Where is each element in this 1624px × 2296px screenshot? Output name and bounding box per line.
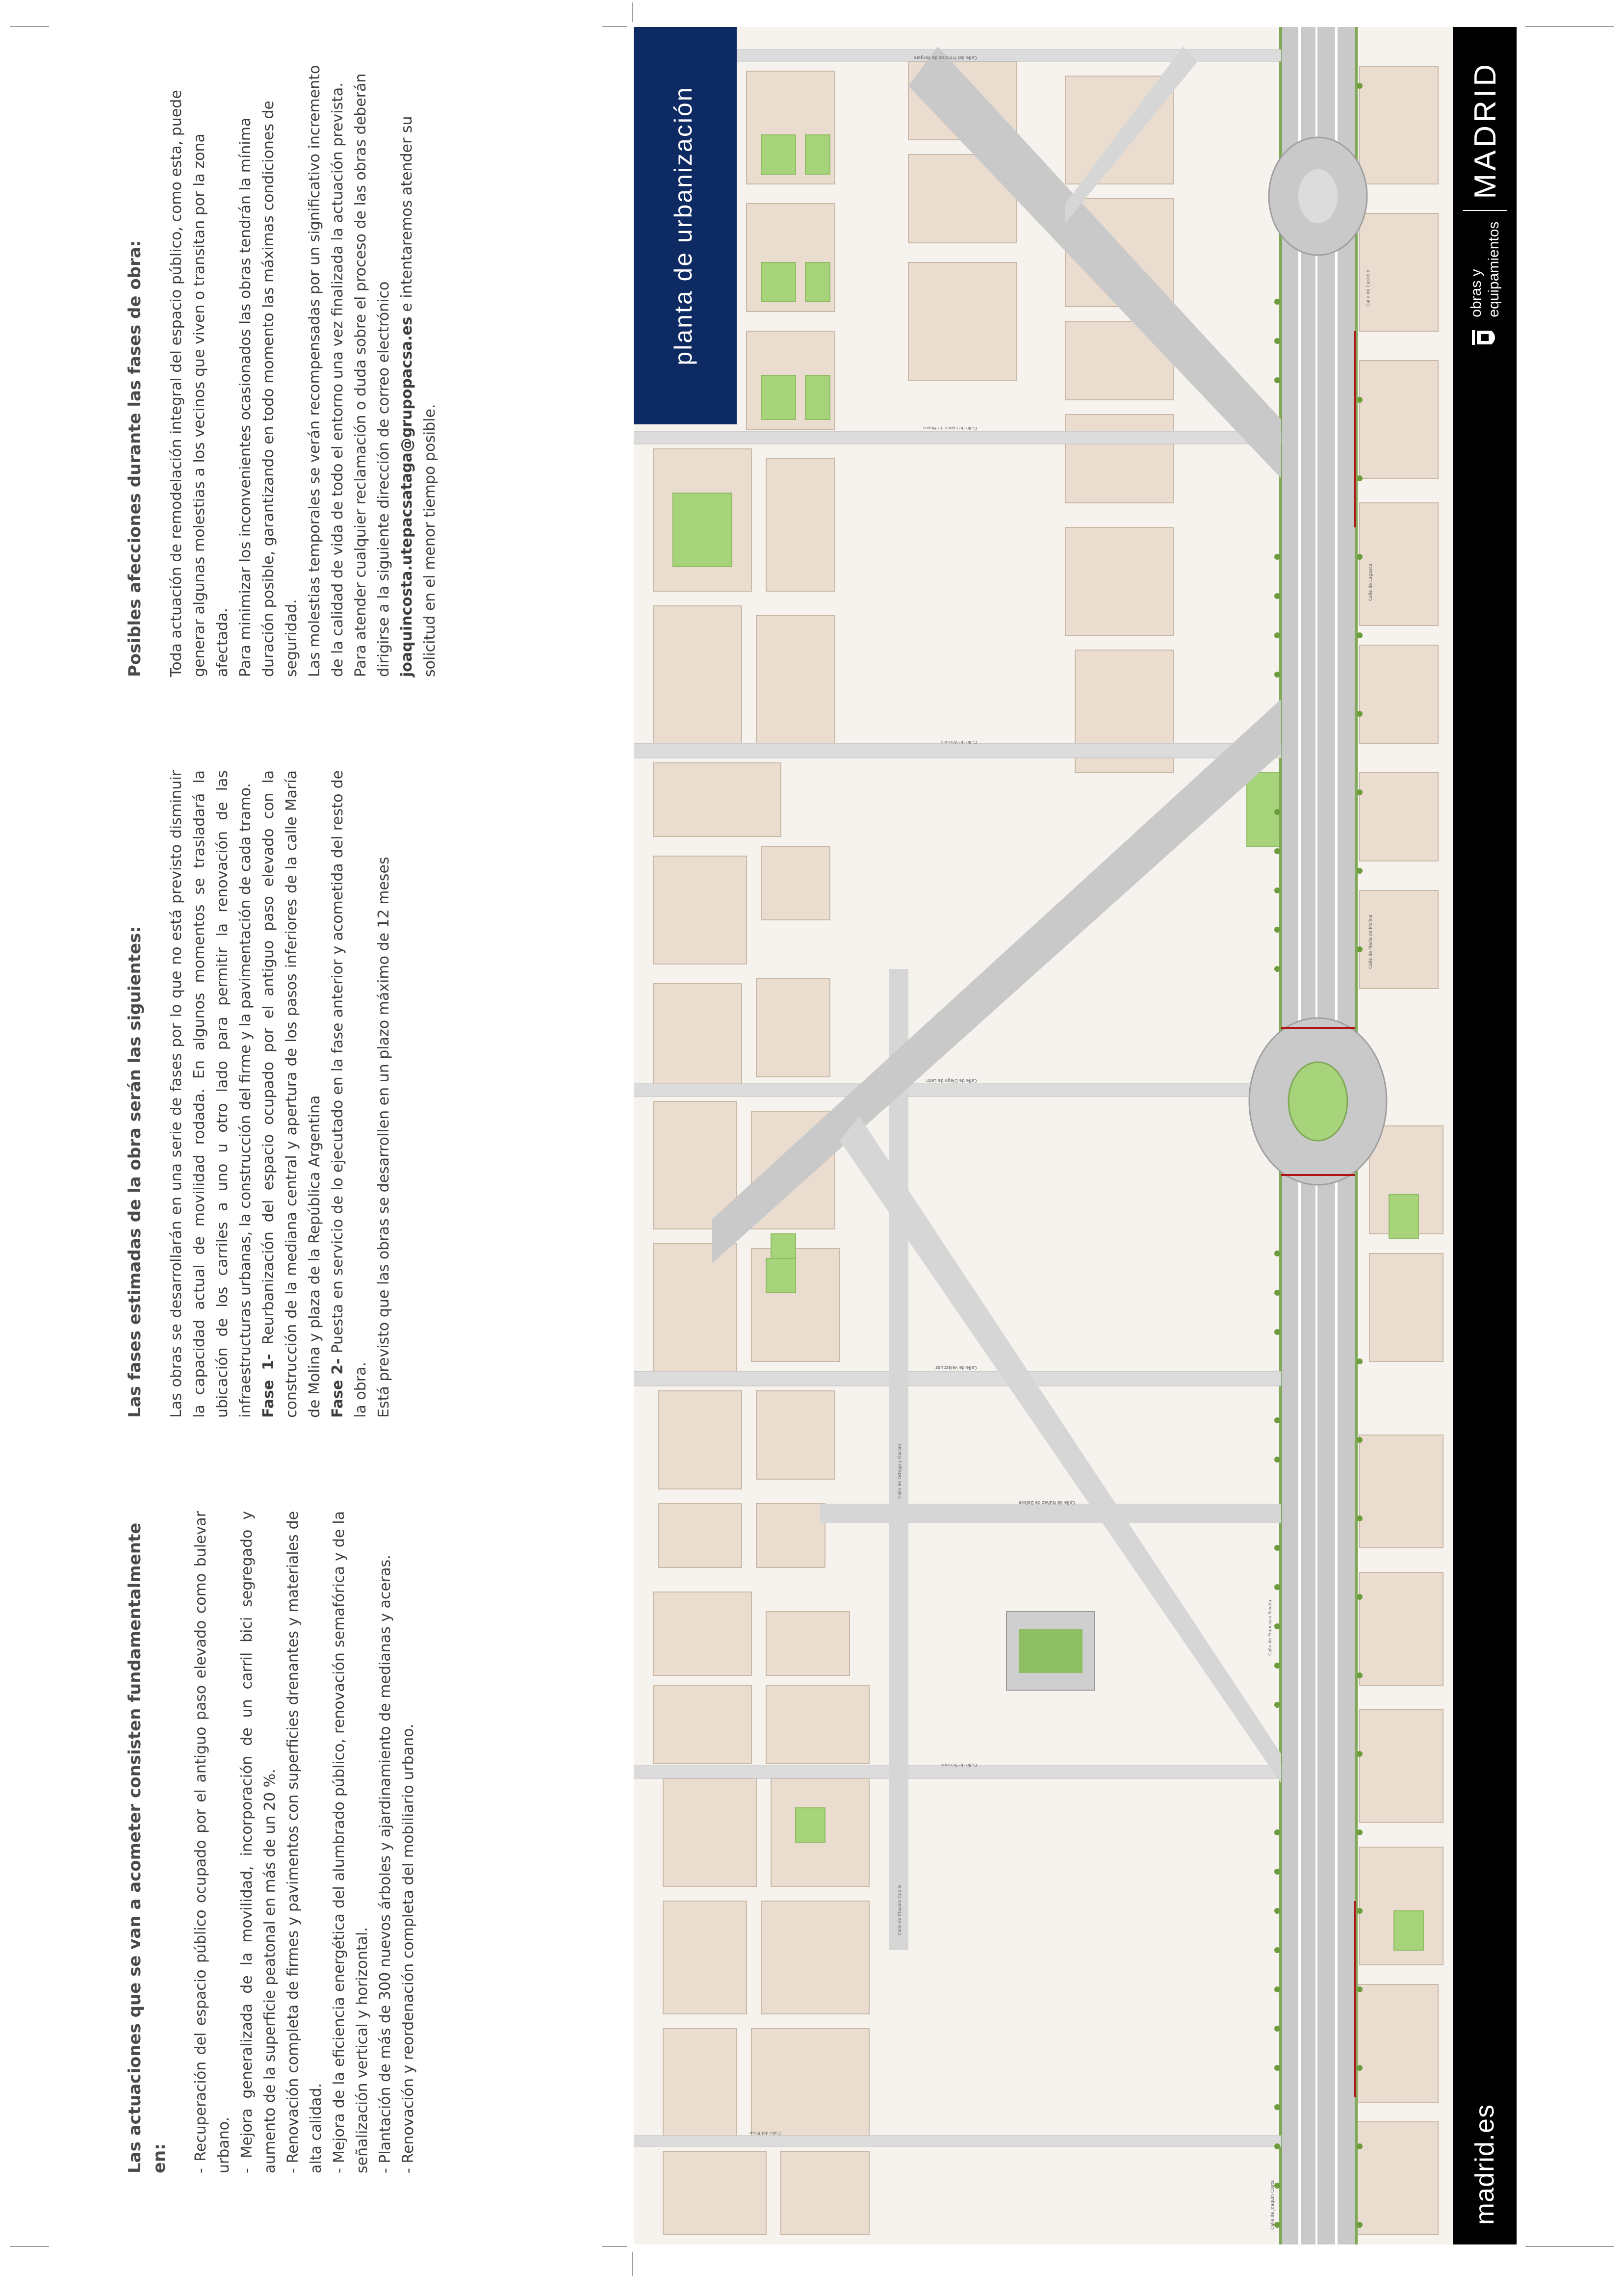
street-label: Calle de Ortega y Gasset xyxy=(898,1443,902,1499)
street-label: Calle del Príncipe de Vergara xyxy=(913,55,977,60)
street-label: Calle de Velázquez xyxy=(935,1365,977,1370)
fase-1-label: Fase 1- xyxy=(260,1354,277,1418)
street-label: Calle de Serrano xyxy=(940,1762,977,1767)
crop-mark xyxy=(10,26,49,27)
street-label: Calle de Joaquín Costa xyxy=(1270,2180,1275,2230)
map-title-tab xyxy=(634,27,737,424)
fase-1-paragraph xyxy=(257,770,326,1418)
madrid-logo xyxy=(1462,61,1509,347)
fase-2-label: Fase 2- xyxy=(329,1358,346,1418)
afecciones-paragraph-2: Para minimizar los inconvenientes ocasionados las obras tendrán la mínima duración posible, garantizando en todo momento las máximas condiciones de seguridad. xyxy=(237,100,300,677)
street-label: Calle de María de Molina xyxy=(1368,914,1373,969)
department-line-2: equipamientos xyxy=(1486,221,1502,317)
crop-mark xyxy=(602,26,627,27)
street-label: Calle de López de Hoyos xyxy=(923,425,977,430)
afecciones-paragraph-1: Toda actuación de remodelación integral del espacio público, como esta, puede generar algunas molestias a los vecinos que viven o transitan por la zona afectada. xyxy=(168,90,231,677)
fases-intro: Las obras se desarrollarán en una serie de fases por lo que no está previsto disminuir la capacidad actual de movilidad rodada. En algunos momentos se trasladará la ubicación de los carriles a uno u otro lado para permitir la renovación de las infraestructuras urbanas, la construcción del firme y la pavimentación de cada tramo. xyxy=(168,770,254,1418)
street-label: Calle de Núñez de Balboa xyxy=(1018,1500,1075,1505)
afecciones-section xyxy=(123,64,441,677)
fases-closing: Está previsto que las obras se desarrollen en un plazo máximo de 12 meses xyxy=(375,857,392,1418)
logo-separator xyxy=(1463,210,1507,211)
afecciones-paragraph-4 xyxy=(349,64,441,677)
crop-mark xyxy=(10,2246,49,2247)
department-label xyxy=(1468,222,1503,317)
madrid-crest-icon xyxy=(1470,328,1500,347)
urbanization-plan-map xyxy=(634,27,1453,2244)
street-label: Calle de Francisco Silvela xyxy=(1268,1600,1273,1656)
afecciones-paragraph-3: Las molestias temporales se verán recompensadas por un significativo incremento de la calidad de vida de todo el entorno una vez finalizada la actuación prevista. xyxy=(306,65,346,677)
contact-email[interactable]: joaquincosta.utepacsataga@grupopacsa.es xyxy=(398,316,415,677)
street-label: Calle de Vitruvio xyxy=(940,739,977,744)
fases-section xyxy=(123,770,395,1418)
crop-mark xyxy=(1525,26,1614,27)
list-item: - Recuperación del espacio público ocupado por el antiguo paso elevado como bulevar urbano. xyxy=(192,1511,232,2173)
fase-1-text: Reurbanización del espacio ocupado por el antiguo paso elevado con la construcción de la mediana central y apertura de los pasos inferiores de la calle María de Molina y plaza de la República Argentina xyxy=(260,770,323,1418)
map-title: planta de urbanización xyxy=(670,86,697,365)
afecciones-contact-post: e intentaremos atender su solicitud en el menor tiempo posible. xyxy=(398,116,438,677)
list-item: - Plantación de más de 300 nuevos árboles y ajardinamiento de medianas y aceras. xyxy=(377,1555,394,2173)
madrid-brand: MADRID xyxy=(1468,61,1502,199)
fases-title: Las fases estimadas de la obra serán las siguientes: xyxy=(125,926,145,1418)
fase-2-paragraph xyxy=(326,770,372,1418)
website-link[interactable]: madrid.es xyxy=(1470,2104,1499,2225)
crop-mark xyxy=(632,2252,633,2276)
street-label: Calle de Castelló xyxy=(1366,269,1371,307)
list-item: - Mejora generalizada de la movilidad, incorporación de un carril bici segregado y aumento de la superficie peatonal en más de un 20 %. xyxy=(238,1511,279,2173)
afecciones-contact-pre: Para atender cualquier reclamación o duda sobre el proceso de las obras deberán dirigirse a la siguiente dirección de correo electrónico xyxy=(352,73,392,677)
street-label: Calle del Pinar xyxy=(749,2130,781,2135)
actuaciones-section xyxy=(123,1511,420,2173)
afecciones-title: Posibles afecciones durante las fases de obra: xyxy=(125,240,145,677)
footer-band xyxy=(1453,27,1517,2244)
department-line-1: obras y xyxy=(1468,269,1484,317)
street-label: Calle de Diego de León xyxy=(926,1078,977,1083)
street-label: Calle de Claudio Coello xyxy=(898,1884,902,1935)
crop-mark xyxy=(1525,2246,1614,2247)
fase-2-text: Puesta en servicio de lo ejecutado en la fase anterior y acometida del resto de la obra. xyxy=(329,770,369,1418)
actuaciones-title: Las actuaciones que se van a acometer consisten fundamentalmente en: xyxy=(125,1522,169,2173)
crop-mark xyxy=(632,2,633,22)
crop-mark xyxy=(602,2246,627,2247)
list-item: - Renovación completa de firmes y pavimentos con superficies drenantes y materiales de alta calidad. xyxy=(284,1511,325,2173)
list-item: - Renovación y reordenación completa del mobiliario urbano. xyxy=(400,1723,417,2173)
street-label: Calle de Lagasca xyxy=(1368,563,1373,601)
list-item: - Mejora de la eficiencia energética del alumbrado público, renovación semafórica y de la señalización vertical y horizontal. xyxy=(331,1511,371,2173)
actuaciones-list xyxy=(189,1511,420,2173)
